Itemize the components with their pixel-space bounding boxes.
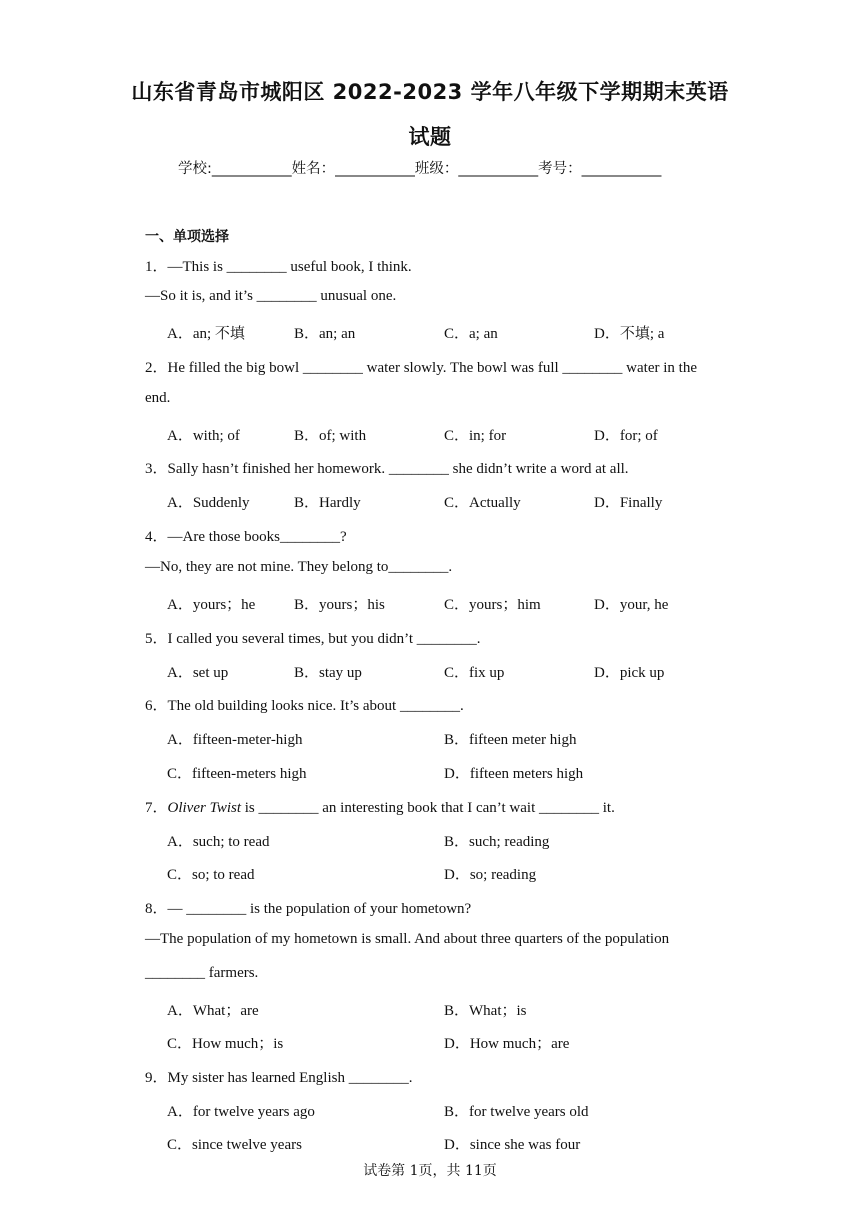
question-1-option-a: A．an; 不填 bbox=[167, 326, 245, 342]
exam-title-line-2: 试题 bbox=[408, 125, 452, 149]
question-7-option-b: B．such; reading bbox=[444, 834, 550, 850]
question-2-line-1: 2．He filled the big bowl ________ water slowly. The bowl was full ________ water in the bbox=[145, 360, 697, 376]
question-5-line-1: 5．I called you several times, but you didn’t ________. bbox=[145, 631, 481, 647]
question-9-option-b: B．for twelve years old bbox=[444, 1104, 589, 1120]
question-4-line-2: —No, they are not mine. They belong to________. bbox=[145, 559, 453, 575]
question-7-text: is ________ an interesting book that I can’t wait ________ it. bbox=[241, 800, 615, 816]
question-6-option-c: C．fifteen-meters high bbox=[167, 766, 307, 782]
question-6-line-1: 6．The old building looks nice. It’s about ________. bbox=[145, 698, 464, 714]
section-title: 一、单项选择 bbox=[145, 229, 229, 245]
question-2-option-c: C．in; for bbox=[444, 428, 507, 444]
question-5-option-a: A．set up bbox=[167, 665, 229, 681]
question-1-option-c: C．a; an bbox=[444, 326, 498, 342]
question-5-option-c: C．fix up bbox=[444, 665, 505, 681]
question-4-line-1: 4．—Are those books________? bbox=[145, 529, 347, 545]
question-2-option-d: D．for; of bbox=[594, 428, 658, 444]
question-3-option-d: D．Finally bbox=[594, 495, 663, 511]
question-3-option-c: C．Actually bbox=[444, 495, 521, 511]
question-6-option-d: D．fifteen meters high bbox=[444, 766, 584, 782]
question-7-option-c: C．so; to read bbox=[167, 867, 255, 883]
question-8-option-a: A．What；are bbox=[167, 1003, 259, 1019]
question-1-option-b: B．an; an bbox=[294, 326, 356, 342]
question-9-option-d: D．since she was four bbox=[444, 1137, 581, 1153]
question-2-option-b: B．of; with bbox=[294, 428, 367, 444]
question-7-number: 7． bbox=[145, 800, 168, 816]
question-8-line-1: 8．— ________ is the population of your hometown? bbox=[145, 901, 472, 917]
question-7-option-a: A．such; to read bbox=[167, 834, 270, 850]
question-2-option-a: A．with; of bbox=[167, 428, 240, 444]
question-4-option-d: D．your, he bbox=[594, 597, 669, 613]
question-7-book-title: Oliver Twist bbox=[167, 800, 241, 816]
question-1-line-2: —So it is, and it’s ________ unusual one. bbox=[145, 288, 397, 304]
exam-title-line-1: 山东省青岛市城阳区 2022-2023 学年八年级下学期期末英语 bbox=[131, 80, 729, 104]
question-4-option-a: A．yours；he bbox=[167, 597, 256, 613]
question-6-option-b: B．fifteen meter high bbox=[444, 732, 577, 748]
page-footer: 试卷第 1页，共 11页 bbox=[363, 1163, 497, 1179]
question-3-option-b: B．Hardly bbox=[294, 495, 361, 511]
question-6-option-a: A．fifteen-meter-high bbox=[167, 732, 303, 748]
question-9-line-1: 9．My sister has learned English ________. bbox=[145, 1070, 413, 1086]
question-8-option-c: C．How much；is bbox=[167, 1036, 284, 1052]
question-8-line-2: —The population of my hometown is small. And about three quarters of the population bbox=[145, 931, 670, 947]
question-5-option-d: D．pick up bbox=[594, 665, 665, 681]
question-4-option-b: B．yours；his bbox=[294, 597, 385, 613]
question-2-line-2: end. bbox=[145, 390, 171, 406]
question-3-option-a: A．Suddenly bbox=[167, 495, 250, 511]
question-8-option-b: B．What；is bbox=[444, 1003, 527, 1019]
question-4-option-c: C．yours；him bbox=[444, 597, 541, 613]
question-9-option-c: C．since twelve years bbox=[167, 1137, 302, 1153]
question-8-line-3: ________ farmers. bbox=[145, 965, 259, 981]
question-7-option-d: D．so; reading bbox=[444, 867, 537, 883]
question-7-line-1 bbox=[145, 796, 615, 817]
student-info-line: 学校:___________姓名：___________班级：___________考号：___________ bbox=[178, 161, 662, 177]
question-1-line-1: 1．—This is ________ useful book, I think. bbox=[145, 259, 412, 275]
question-3-line-1: 3．Sally hasn’t finished her homework. ________ she didn’t write a word at all. bbox=[145, 461, 629, 477]
question-1-option-d: D．不填; a bbox=[594, 326, 665, 342]
question-8-option-d: D．How much；are bbox=[444, 1036, 570, 1052]
question-9-option-a: A．for twelve years ago bbox=[167, 1104, 315, 1120]
question-5-option-b: B．stay up bbox=[294, 665, 362, 681]
